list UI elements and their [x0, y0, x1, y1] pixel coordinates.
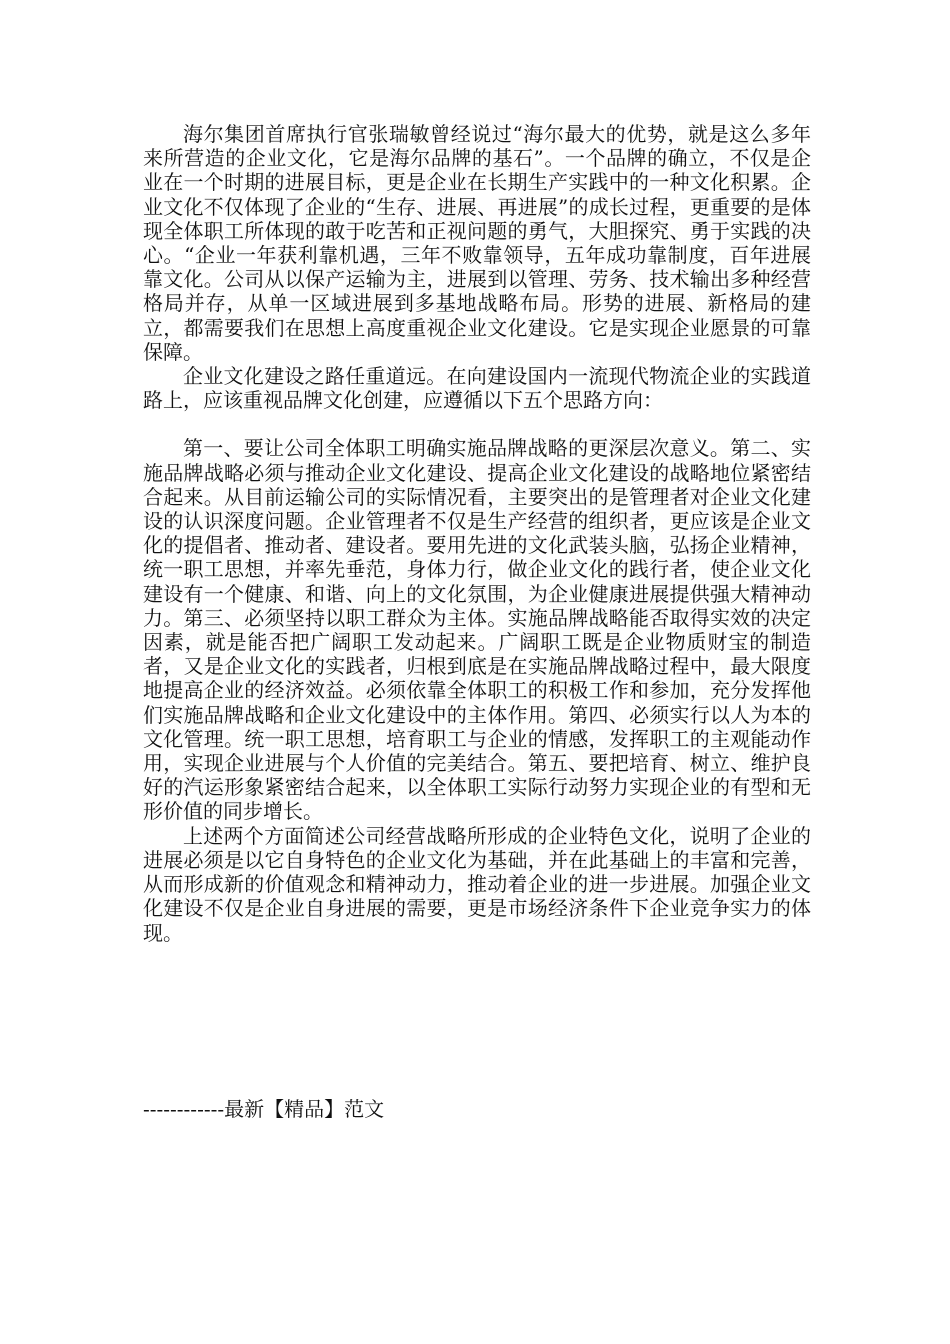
paragraph-summary: 上述两个方面简述公司经营战略所形成的企业特色文化，说明了企业的进展必须是以它自身特色的企业文化为基础，并在此基础上的丰富和完善，从而形成新的价值观念和精神动力，推动着企业的进一步进展。加强企业文化建设不仅是企业自身进展的需要，更是市场经济条件下企业竞争实力的体现。: [143, 823, 811, 945]
footer-caption: ------------最新【精品】范文: [143, 1097, 385, 1121]
paragraph-five-directions: 第一、要让公司全体职工明确实施品牌战略的更深层次意义。第二、实施品牌战略必须与推动企业文化建设、提高企业文化建设的战略地位紧密结合起来。从目前运输公司的实际情况看，主要突出的是管理者对企业文化建设的认识深度问题。企业管理者不仅是生产经营的组织者，更应该是企业文化的提倡者、推动者、建设者。要用先进的文化武装头脑，弘扬企业精神，统一职工思想，并率先垂范，身体力行，做企业文化的践行者，使企业文化建设有一个健康、和谐、向上的文化氛围，为企业健康进展提供强大精神动力。第三、必须坚持以职工群众为主体。实施品牌战略能否取得实效的决定因素，就是能否把广阔职工发动起来。广阔职工既是企业物质财宝的制造者，又是企业文化的实践者，归根到底是在实施品牌战略过程中，最大限度地提高企业的经济效益。必须依靠全体职工的积极工作和参加，充分发挥他们实施品牌战略和企业文化建设中的主体作用。第四、必须实行以人为本的文化管理。统一职工思想，培育职工与企业的情感，发挥职工的主观能动作用，实现企业进展与个人价值的完美结合。第五、要把培育、树立、维护良好的汽运形象紧密结合起来，以全体职工实际行动努力实现企业的有型和无形价值的同步增长。: [143, 436, 811, 824]
document-body: [143, 122, 811, 945]
paragraph-haier-culture: 海尔集团首席执行官张瑞敏曾经说过“海尔最大的优势，就是这么多年来所营造的企业文化，它是海尔品牌的基石”。一个品牌的确立，不仅是企业在一个时期的进展目标，更是企业在长期生产实践中的一种文化积累。企业文化不仅体现了企业的“生存、进展、再进展”的成长过程，更重要的是体现全体职工所体现的敢于吃苦和正视问题的勇气，大胆探究、勇于实践的决心。“企业一年获利靠机遇，三年不败靠领导，五年成功靠制度，百年进展靠文化。公司从以保产运输为主，进展到以管理、劳务、技术输出多种经营格局并存，从单一区域进展到多基地战略布局。形势的进展、新格局的建立，都需要我们在思想上高度重视企业文化建设。它是实现企业愿景的可靠保障。: [143, 122, 811, 364]
paragraph-spacer: [143, 412, 811, 436]
paragraph-culture-road: 企业文化建设之路任重道远。在向建设国内一流现代物流企业的实践道路上，应该重视品牌文化创建，应遵循以下五个思路方向：: [143, 364, 811, 413]
